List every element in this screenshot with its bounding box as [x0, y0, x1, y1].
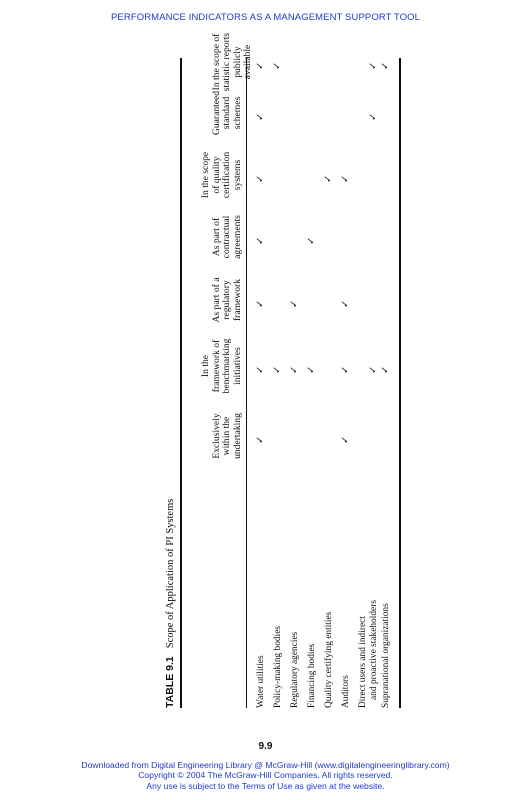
row-label [307, 528, 318, 708]
column-header-3 [212, 266, 244, 334]
row-label-line: Quality certifying entities [324, 611, 334, 708]
row-label-line: Water utilities [256, 655, 266, 708]
check-mark-icon: ✓ [340, 174, 351, 183]
scope-table [160, 32, 400, 708]
check-mark-icon: ✓ [272, 365, 283, 374]
column-header-line: initiatives [231, 347, 243, 385]
column-header-line: As part of a [210, 277, 222, 323]
column-header-line: In the scope [200, 151, 211, 199]
footer-line-copyright: Copyright © 2004 The McGraw-Hill Companies. All rights reserved. [138, 770, 393, 781]
check-mark-icon: ✓ [306, 365, 317, 374]
page-number: 9.9 [258, 741, 273, 752]
table-top-rule [180, 58, 182, 708]
row-label-line: Supranational organizations [381, 603, 391, 708]
footer [0, 760, 531, 791]
check-mark-icon: ✓ [255, 236, 266, 245]
check-mark-icon: ✓ [255, 174, 266, 183]
row-label-line: and proactive stakeholders [368, 600, 379, 700]
table-bottom-rule [399, 58, 401, 708]
check-mark-icon: ✓ [367, 365, 379, 374]
check-mark-icon: ✓ [255, 435, 266, 444]
column-header-line: standard [221, 96, 232, 130]
check-mark-icon: ✓ [255, 61, 266, 70]
column-header-line: undertaking [231, 413, 243, 459]
check-mark-icon: ✓ [255, 299, 266, 308]
check-mark-icon: ✓ [289, 299, 300, 308]
check-mark-icon: ✓ [340, 299, 351, 308]
check-mark-icon: ✓ [306, 236, 317, 245]
column-header-line: certification [221, 151, 232, 199]
row-label [324, 528, 335, 708]
column-header-5 [201, 141, 243, 209]
check-mark-icon: ✓ [380, 61, 391, 70]
column-header-line: Guaranteed [210, 90, 222, 136]
column-header-line: framework of [210, 339, 222, 393]
check-mark-icon: ✓ [340, 365, 351, 374]
check-mark-icon: ✓ [272, 61, 283, 70]
check-mark-icon: ✓ [340, 435, 351, 444]
column-header-2 [201, 332, 243, 400]
column-header-line: In the scope of [210, 33, 222, 91]
row-label [341, 528, 352, 708]
column-header-line: benchmarking [221, 338, 232, 394]
row-label [381, 528, 392, 708]
check-mark-icon: ✓ [255, 112, 266, 121]
column-header-line: of quality [210, 156, 222, 194]
column-header-line: agreements [231, 215, 243, 259]
table-header-rule [246, 58, 247, 708]
column-header-line: within the [221, 416, 232, 456]
row-label [273, 528, 284, 708]
row-label-line: Policy-making bodies [273, 625, 283, 708]
check-mark-icon: ✓ [289, 365, 300, 374]
column-header-4 [212, 203, 244, 271]
column-header-line: publicly available [231, 44, 253, 80]
row-label [256, 528, 267, 708]
check-mark-icon: ✓ [380, 365, 391, 374]
table-number: TABLE 9.1 [164, 656, 176, 708]
column-header-line: regulatory [221, 280, 232, 320]
column-header-line: As part of [210, 217, 222, 257]
column-header-line: schemes [231, 96, 243, 130]
check-mark-icon: ✓ [367, 112, 379, 121]
column-header-line: systems [231, 159, 243, 191]
row-label [290, 528, 301, 708]
column-header-line: In the [200, 354, 211, 378]
footer-line-terms: Any use is subject to the Terms of Use as given at the website. [146, 780, 385, 791]
running-head: PERFORMANCE INDICATORS AS A MANAGEMENT SUPPORT TOOL [111, 12, 420, 23]
column-header-line: Exclusively [210, 413, 222, 459]
row-label-line: Direct users and indirect [358, 616, 368, 708]
column-header-7 [212, 28, 254, 96]
column-header-line: framework [231, 278, 243, 322]
footer-line-download: Downloaded from Digital Engineering Library @ McGraw-Hill (www.digitalengineeringlibrary.com) [81, 760, 450, 770]
column-header-line: contractual [221, 215, 232, 259]
row-label-line: Financing bodies [307, 643, 317, 708]
check-mark-icon: ✓ [255, 365, 266, 374]
row-label-line: Regulatory agencies [290, 631, 300, 708]
check-mark-icon: ✓ [323, 174, 334, 183]
table-caption [164, 499, 176, 708]
check-mark-icon: ✓ [367, 61, 379, 70]
column-header-line: statistic reports [221, 32, 232, 92]
row-label-line: Auditors [341, 675, 351, 708]
table-title: Scope of Application of PI Systems [165, 498, 176, 649]
column-header-1 [212, 402, 244, 470]
row-label [358, 528, 379, 708]
